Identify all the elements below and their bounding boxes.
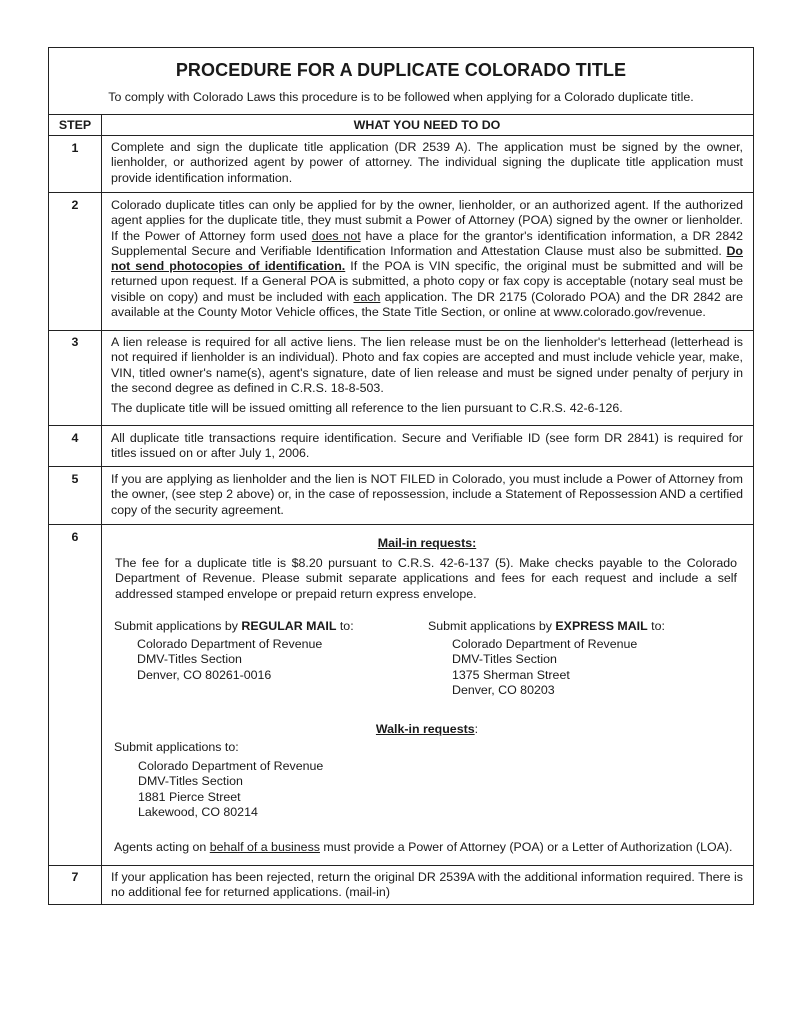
divider: [49, 425, 753, 426]
bold-warning: Do not send photocopies of identification.: [111, 243, 743, 274]
step-number: 7: [71, 870, 79, 884]
agents-note: Agents acting on behalf of a business must provide a Power of Attorney (POA) or a Letter of Authorization (LOA).: [114, 840, 733, 854]
underlined-text: does not: [311, 228, 361, 243]
step-number: 5: [71, 472, 79, 486]
divider: [49, 192, 753, 193]
underlined-text: each: [353, 289, 381, 304]
express-mail-address: Colorado Department of Revenue DMV-Titles Section 1375 Sherman Street Denver, CO 80203: [452, 637, 638, 698]
step-number: 4: [71, 431, 79, 445]
divider: [49, 135, 753, 136]
step-number: 3: [71, 335, 79, 349]
divider: [49, 330, 753, 331]
divider: [49, 114, 753, 115]
divider: [49, 524, 753, 525]
step-column-header: STEP: [58, 118, 92, 132]
express-mail-instruction: Submit applications by EXPRESS MAIL to:: [428, 619, 665, 633]
walk-in-address: Colorado Department of Revenue DMV-Titles Section 1881 Pierce Street Lakewood, CO 80214: [138, 759, 324, 820]
page-title: PROCEDURE FOR A DUPLICATE COLORADO TITLE: [175, 60, 627, 80]
divider: [49, 466, 753, 467]
step-number: 6: [71, 530, 79, 544]
procedure-document: [48, 47, 754, 905]
regular-mail-instruction: Submit applications by REGULAR MAIL to:: [114, 619, 354, 633]
what-column-header: WHAT YOU NEED TO DO: [353, 118, 501, 132]
regular-mail-address: Colorado Department of Revenue DMV-Titles Section Denver, CO 80261-0016: [137, 637, 323, 682]
step-7-text: If your application has been rejected, return the original DR 2539A with the additional information required. There is no additional fee for returned applications. (mail-in): [111, 870, 743, 900]
step-1-text: Complete and sign the duplicate title application (DR 2539 A). The application must be signed by the owner, lienholder, or authorized agent by power of attorney. The individual signing the duplicate title application must provide identification information.: [111, 140, 743, 185]
step-5-text: If you are applying as lienholder and the lien is NOT FILED in Colorado, you must include a Power of Attorney from the owner, (see step 2 above) or, in the case of repossession, include a Statement of Repossession AND a certified copy of the security agreement.: [111, 472, 743, 517]
step-4-text: All duplicate title transactions require identification. Secure and Verifiable ID (see form DR 2841) is required for titles issued on or after July 1, 2006.: [111, 431, 743, 461]
column-divider: [101, 114, 102, 904]
divider: [49, 865, 753, 866]
step-3-text: A lien release is required for all active liens. The lien release must be on the lienholder's letterhead (letterhead is not required if lienholder is an individual). Photo and fax copies are accepted and must include vehicle year, make, VIN, titled owner's name(s), agent's signature, date of lien release and must be signed under penalty of perjury in the second degree as defined in C.R.S. 18-8-503. The duplicate title will be issued omitting all reference to the lien pursuant to C.R.S. 42-6-126.: [111, 335, 743, 416]
intro-text: To comply with Colorado Laws this procedure is to be followed when applying for a Colorado duplicate title.: [108, 90, 694, 104]
step-number: 1: [71, 141, 79, 155]
step-number: 2: [71, 198, 79, 212]
walk-in-instruction: Submit applications to:: [114, 740, 239, 754]
mail-in-heading: Mail-in requests:: [377, 536, 477, 550]
walk-in-heading: Walk-in requests:: [375, 722, 479, 736]
step-2-text: Colorado duplicate titles can only be applied for by the owner, lienholder, or an authorized agent. If the authorized agent applies for the duplicate title, they must submit a Power of Attorney (POA) signed by the owner or lienholder. If the Power of Attorney form used does not have a place for the grantor's identification information, a DR 2842 Supplemental Secure and Verifiable Identification Information and Attestation Clause must also be submitted. Do not send photocopies of identification. If the POA is VIN specific, the original must be submitted and will be returned upon request. If a General POA is submitted, a photo copy or fax copy is acceptable (notary seal must be visible on copy) and must be included with each application. The DR 2175 (Colorado POA) and the DR 2842 are available at the County Motor Vehicle offices, the State Title Section, or online at www.colorado.gov/revenue.: [111, 198, 743, 320]
fee-text: The fee for a duplicate title is $8.20 pursuant to C.R.S. 42-6-137 (5). Make checks payable to the Colorado Department of Revenue. Please submit separate applications and fees for each request and include a self addressed stamped envelope or prepaid return express envelope.: [115, 556, 737, 601]
